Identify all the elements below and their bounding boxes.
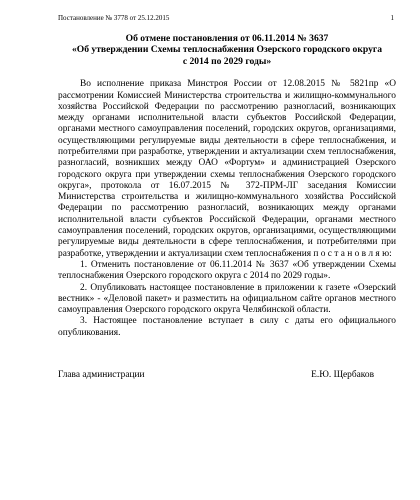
page-number: 1: [390, 14, 394, 22]
preamble-paragraph: Во исполнение приказа Минстроя России от 12.08.2015 № 5821пр «О рассмотрении Комиссией Министерства строительства и жилищно-коммунального хозяйства Российской Федерации по рассмотрению разногласий, возникающих между органами исполнительной власти субъектов Российской Федерации, органами местного самоуправления поселений, городских округов, организациями, осуществляющими регулируемые виды деятельности в сфере теплоснабжения, и потребителями при разработке, утверждении и актуализации схем теплоснабжения, разногласий, возникших между ОАО «Фортум» и администрацией Озерского городского округа при утверждении схемы теплоснабжения Озерского городского округа», протокола от 16.07.2015 № 372-ПРМ-ЛГ заседания Комиссии Министерства строительства и жилищно-коммунального хозяйства Российской Федерации по рассмотрению разногласий, возникающих между органами исполнительной власти субъектов Российской Федерации, органами местного самоуправления поселений, городских округов, организациями, осуществляющими регулируемые виды деятельности в сфере теплоснабжения, и потребителями при разработке, утверждении и актуализации схем теплоснабжения п о с т а н о в л я ю:: [58, 79, 396, 259]
document-reference: Постановление № 3778 от 25.12.2015: [58, 14, 170, 22]
document-title: [58, 33, 396, 67]
title-line-2: «Об утверждении Схемы теплоснабжения Озерского городского округа: [71, 44, 383, 56]
item-2-paragraph: 2. Опубликовать настоящее постановление в приложении к газете «Озерский вестник» - «Деловой пакет» и разместить на официальном сайте органов местного самоуправления Озерского городского округа Челябинской области.: [58, 282, 396, 316]
title-line-3: с 2014 по 2029 годы»: [182, 55, 272, 67]
page-header: [58, 14, 396, 23]
title-line-1: Об отмене постановления от 06.11.2014 № 3637: [125, 33, 329, 44]
item-3-paragraph: 3. Настоящее постановление вступает в силу с даты его официального опубликования.: [58, 316, 396, 338]
signatory-name: Е.Ю. Щербаков: [311, 370, 374, 381]
document-body: [58, 79, 396, 339]
signature-block: [58, 370, 396, 381]
item-1-paragraph: 1. Отменить постановление от 06.11.2014 № 3637 «Об утверждении Схемы теплоснабжения Озерского городского округа с 2014 по 2029 годы».: [58, 259, 396, 282]
signatory-position: Глава администрации: [58, 370, 145, 381]
